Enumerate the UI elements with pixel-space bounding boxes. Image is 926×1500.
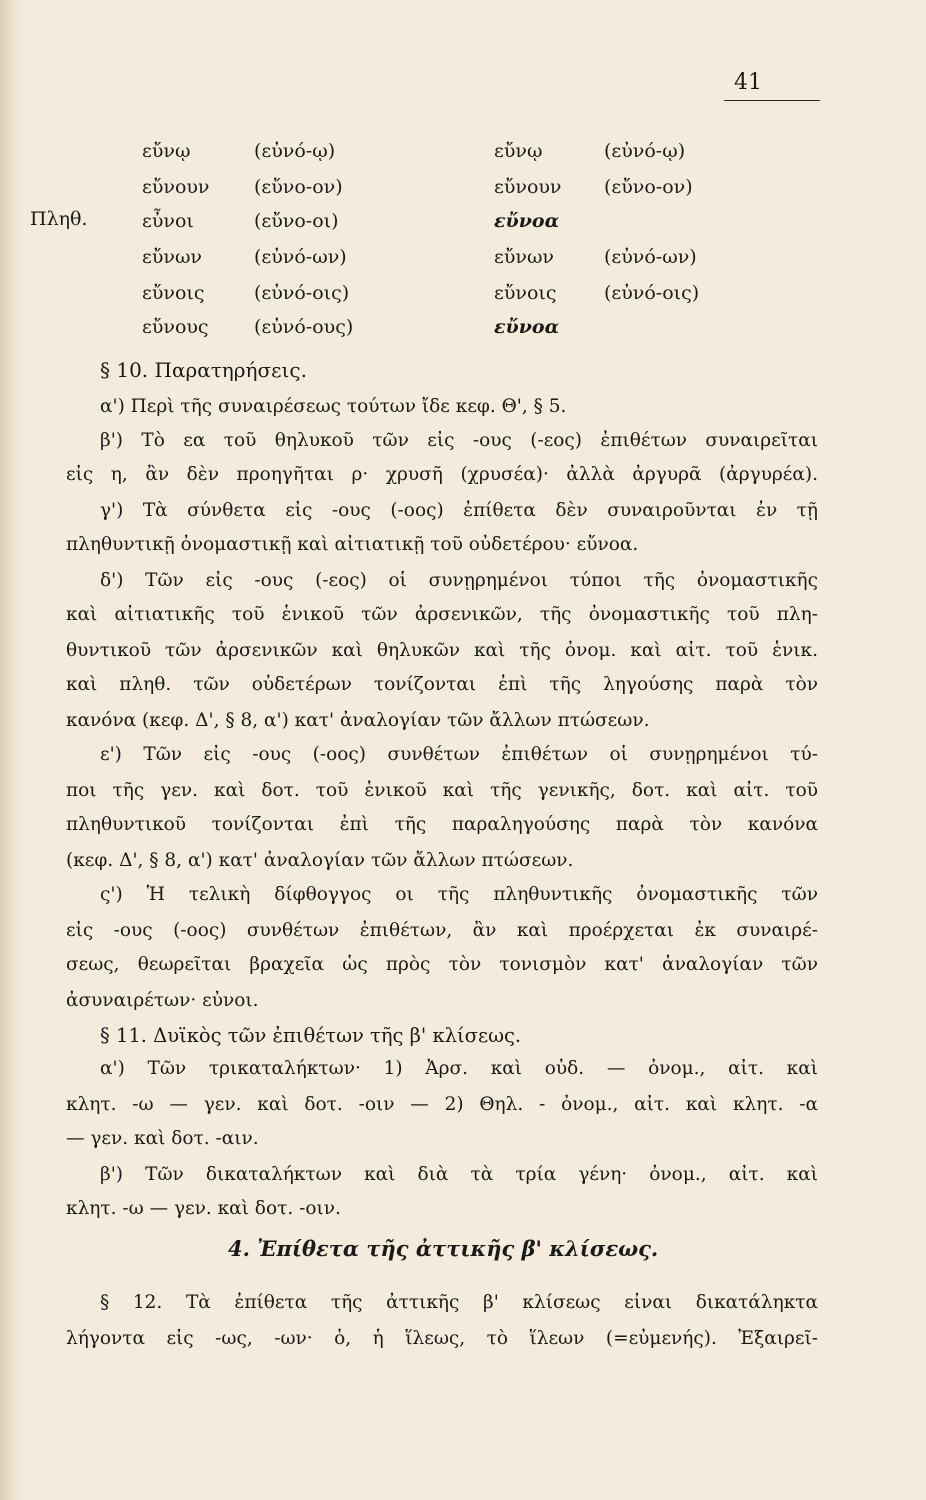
chapter-heading: 4. Ἐπίθετα τῆς ἀττικῆς β' κλίσεως. [228,1236,659,1261]
text-line: εἰς -ους (-οος) συνθέτων ἐπιθέτων, ἂν καὶ προέρχεται ἐκ συναιρέ- [66,920,818,941]
text-line: ε') Τῶν εἰς -ους (-οος) συνθέτων ἐπιθέτων οἱ συνῃρημένοι τύ- [100,744,818,765]
right-form: εὔνῳ [494,140,543,162]
plural-label: Πληθ. [30,208,88,230]
declension-table [0,0,926,350]
text-line: — γεν. καὶ δοτ. -αιν. [66,1128,259,1149]
text-line: πληθυντικῇ ὀνομαστικῇ καὶ αἰτιατικῇ τοῦ οὐδετέρου· εὔνοα. [66,534,639,555]
left-form: εὔνους [142,316,209,338]
right-form: εὔνοα [494,316,560,338]
right-form: εὔνων [494,246,554,268]
text-line: (κεφ. Δ', § 8, α') κατ' ἀναλογίαν τῶν ἄλλων πτώσεων. [66,850,574,871]
right-form: εὔνοα [494,210,560,232]
left-form: εὖνοι [142,210,194,232]
right-parse: (εὐνό-ῳ) [604,140,686,162]
text-line: δ') Τῶν εἰς -ους (-εος) οἱ συνῃρημένοι τύποι τῆς ὀνομαστικῆς [100,570,818,591]
text-line: κανόνα (κεφ. Δ', § 8, α') κατ' ἀναλογίαν τῶν ἄλλων πτώσεων. [66,710,650,731]
text-line: § 12. Τὰ ἐπίθετα τῆς ἀττικῆς β' κλίσεως εἶναι δικατάληκτα [100,1292,818,1313]
right-form: εὔνοις [494,282,557,304]
left-parse: (εὐνό-ους) [254,316,354,338]
right-parse: (εὐνό-ων) [604,246,697,268]
left-form: εὔνων [142,246,202,268]
text-line: εἰς η, ἂν δὲν προηγῆται ρ· χρυσῆ (χρυσέα)· ἀλλὰ ἀργυρᾶ (ἀργυρέα). [66,464,818,485]
text-line: ς') Ἡ τελικὴ δίφθογγος οι τῆς πληθυντικῆς ὀνομαστικῆς τῶν [100,884,818,905]
text-line: κλητ. -ω — γεν. καὶ δοτ. -οιν — 2) Θηλ. - ὀνομ., αἰτ. καὶ κλητ. -α [66,1094,818,1115]
text-line: α') Τῶν τρικαταλήκτων· 1) Ἀρσ. καὶ οὐδ. — ὀνομ., αἰτ. καὶ [100,1058,818,1079]
left-parse: (εὐνό-ων) [254,246,347,268]
text-line: ποι τῆς γεν. καὶ δοτ. τοῦ ἑνικοῦ καὶ τῆς γενικῆς, δοτ. καὶ αἰτ. τοῦ [66,780,818,801]
text-line: β') Τὸ εα τοῦ θηλυκοῦ τῶν εἰς -ους (-εος) ἐπιθέτων συναιρεῖται [100,430,818,451]
right-form: εὔνουν [494,176,562,198]
right-parse: (εὐνό-οις) [604,282,700,304]
text-line: ἀσυναιρέτων· εὖνοι. [66,990,259,1011]
left-form: εὔνῳ [142,140,191,162]
text-line: θυντικοῦ τῶν ἀρσενικῶν καὶ θηλυκῶν καὶ τῆς ὀνομ. καὶ αἰτ. τοῦ ἑνικ. [66,640,818,661]
left-parse: (εὐνό-ῳ) [254,140,336,162]
left-parse: (εὐνό-οις) [254,282,350,304]
text-line: α') Περὶ τῆς συναιρέσεως τούτων ἴδε κεφ. Θ', § 5. [100,396,567,417]
text-line: λήγοντα εἰς -ως, -ων· ὁ, ἡ ἵλεως, τὸ ἵλεων (=εὐμενής). Ἐξαιρεῖ- [66,1328,818,1349]
text-line: β') Τῶν δικαταλήκτων καὶ διὰ τὰ τρία γένη· ὀνομ., αἰτ. καὶ [100,1164,818,1185]
page-number: 41 [734,70,762,95]
text-line: γ') Τὰ σύνθετα εἰς -ους (-οος) ἐπίθετα δὲν συναιροῦνται ἐν τῇ [100,500,818,521]
text-line: πληθυντικοῦ τονίζονται ἐπὶ τῆς παραληγούσης παρὰ τὸν κανόνα [66,814,818,835]
text-line: καὶ πληθ. τῶν οὐδετέρων τονίζονται ἐπὶ τῆς ληγούσης παρὰ τὸν [66,674,818,695]
text-line: καὶ αἰτιατικῆς τοῦ ἑνικοῦ τῶν ἀρσενικῶν, τῆς ὀνομαστικῆς τοῦ πλη- [66,604,818,625]
text-line: κλητ. -ω — γεν. καὶ δοτ. -οιν. [66,1198,341,1219]
left-parse: (εὔνο-ον) [254,176,343,198]
section-heading: § 11. Δυϊκὸς τῶν ἐπιθέτων τῆς β' κλίσεως. [100,1024,522,1047]
right-parse: (εὔνο-ον) [604,176,693,198]
left-form: εὔνοις [142,282,205,304]
left-form: εὔνουν [142,176,210,198]
section-heading: § 10. Παρατηρήσεις. [100,358,307,382]
left-parse: (εὔνο-οι) [254,210,339,232]
text-line: σεως, θεωρεῖται βραχεῖα ὡς πρὸς τὸν τονισμὸν κατ' ἀναλογίαν τῶν [66,954,818,975]
